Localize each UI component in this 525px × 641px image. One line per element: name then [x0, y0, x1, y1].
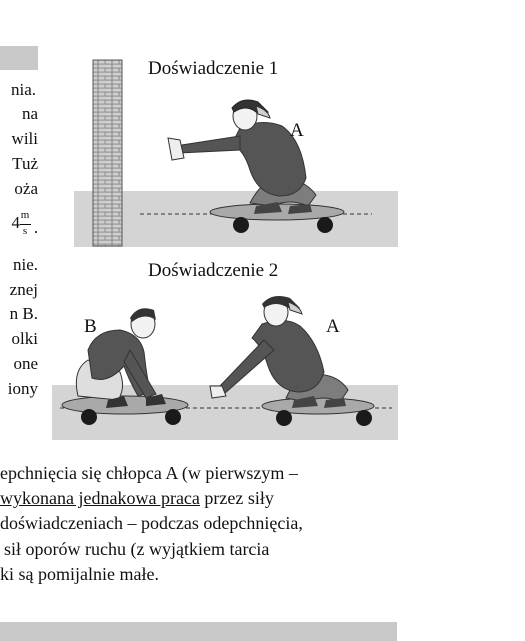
left-line-5: oża [14, 179, 38, 198]
left-line-1: nia. [10, 80, 36, 99]
boy-a-hand [168, 138, 184, 160]
left-line-7: nie. [12, 255, 38, 274]
experiment-2-title: Doświadczenie 2 [148, 260, 279, 281]
unit-numerator: m [20, 209, 30, 221]
experiment-1-label-a: A [290, 120, 304, 141]
wheel [233, 217, 249, 233]
paragraph-line-2 [0, 487, 274, 509]
brick-wall [93, 60, 122, 246]
experiment-2-label-a: A [326, 316, 340, 337]
left-line-4: Tuż [12, 154, 38, 173]
left-line-8: znej [9, 280, 38, 299]
left-line-12: iony [7, 379, 38, 398]
wheel [356, 410, 372, 426]
experiment-2-scene [52, 296, 398, 440]
wheel [165, 409, 181, 425]
left-line-9: n B. [9, 304, 38, 323]
wheel [276, 410, 292, 426]
paragraph-line-3: doświadczeniach – podczas odepchnięcia, [0, 513, 303, 533]
left-line-3: wili [11, 129, 38, 148]
wheel [81, 409, 97, 425]
paragraph-line-2-rest: przez siły [199, 488, 274, 508]
paragraph-line-5: ki są pomijalnie małe. [0, 564, 159, 584]
unit-dot: . [33, 218, 39, 237]
left-line-6: 4 [11, 213, 20, 232]
left-line-10: olki [11, 329, 38, 348]
unit-denominator: s [22, 225, 28, 237]
left-line-11: one [13, 354, 38, 373]
left-line-2: na [21, 104, 38, 123]
boy-a-arm [180, 136, 240, 153]
paragraph-line-4: sił oporów ruchu (z wyjątkiem tarcia [4, 539, 270, 559]
underlined-phrase: wykonana jednakowa praca [0, 488, 200, 508]
experiment-2-label-b: B [84, 316, 97, 337]
wheel [317, 217, 333, 233]
paragraph-line-1: epchnięcia się chłopca A (w pierwszym – [0, 463, 298, 483]
experiment-1-scene [74, 60, 398, 247]
experiment-1-title: Doświadczenie 1 [148, 58, 279, 79]
